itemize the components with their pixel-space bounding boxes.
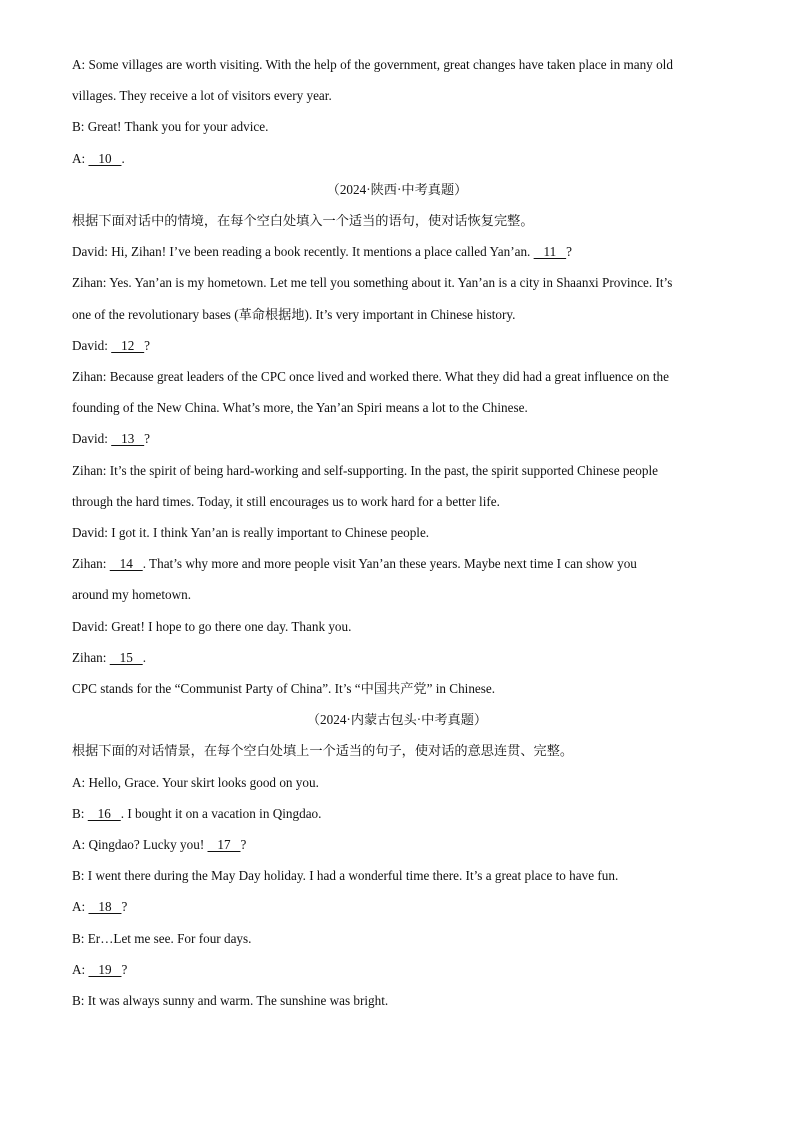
text-line bbox=[72, 400, 722, 416]
answer-blank: 14 bbox=[109, 556, 143, 572]
text-line bbox=[72, 244, 722, 260]
line-text: villages. They receive a lot of visitors every year. bbox=[72, 88, 332, 104]
answer-blank: 15 bbox=[109, 649, 143, 665]
answer-blank: 13 bbox=[111, 431, 145, 447]
line-text: around my hometown. bbox=[72, 587, 192, 603]
line-text: David: bbox=[72, 337, 112, 353]
text-line bbox=[72, 806, 722, 822]
line-text: CPC stands for the “Communist Party of China”. It’s “中国共产党” in Chinese. bbox=[72, 681, 496, 696]
text-line bbox=[72, 868, 722, 884]
line-text: （2024·陕西·中考真题） bbox=[326, 181, 468, 197]
line-text: A: Hello, Grace. Your skirt looks good on you. bbox=[72, 774, 319, 790]
line-text: David: Hi, Zihan! I’ve been reading a book recently. It mentions a place called Yan’an. bbox=[72, 244, 534, 260]
line-text: A: Some villages are worth visiting. With the help of the government, great changes have taken place in many old bbox=[72, 57, 673, 72]
text-line bbox=[72, 931, 722, 947]
text-line bbox=[72, 775, 722, 791]
text-line bbox=[72, 57, 722, 73]
line-text: . bbox=[121, 150, 125, 166]
line-text: B: It was always sunny and warm. The sunshine was bright. bbox=[72, 993, 389, 1008]
line-text: Zihan: Yes. Yan’an is my hometown. Let me tell you something about it. Yan’an is a city in Shaanxi Province. It’s bbox=[72, 275, 673, 291]
answer-blank: 19 bbox=[88, 961, 122, 977]
text-line bbox=[72, 463, 722, 479]
line-text: Zihan: bbox=[72, 649, 110, 665]
answer-blank: 16 bbox=[87, 805, 121, 821]
section-heading bbox=[0, 712, 794, 728]
line-text: ? bbox=[240, 837, 247, 852]
line-text: David: bbox=[72, 431, 112, 447]
line-text: . That’s why more and more people visit Yan’an these years. Maybe next time I can show you bbox=[142, 556, 637, 572]
text-line bbox=[72, 619, 722, 635]
answer-blank: 10 bbox=[88, 150, 122, 166]
line-text: Zihan: bbox=[72, 556, 110, 572]
text-line bbox=[72, 899, 722, 915]
text-line bbox=[72, 88, 722, 104]
answer-blank: 18 bbox=[88, 899, 122, 915]
text-line bbox=[72, 431, 722, 447]
line-text: David: I got it. I think Yan’an is really important to Chinese people. bbox=[72, 525, 430, 540]
answer-blank: 17 bbox=[207, 837, 241, 852]
text-line bbox=[72, 338, 722, 354]
text-line bbox=[72, 556, 722, 572]
line-text: . bbox=[142, 649, 146, 665]
line-text: （2024·内蒙古包头·中考真题） bbox=[306, 712, 488, 728]
line-text: . I bought it on a vacation in Qingdao. bbox=[120, 805, 322, 821]
line-text: 根据下面对话中的情境，在每个空白处填入一个适当的语句，使对话恢复完整。 bbox=[72, 213, 534, 228]
text-line bbox=[72, 494, 722, 510]
text-line bbox=[72, 525, 722, 541]
line-text: A: Qingdao? Lucky you! bbox=[72, 837, 208, 852]
line-text: A: bbox=[72, 150, 89, 166]
text-line bbox=[72, 151, 722, 167]
line-text: ? bbox=[121, 961, 128, 977]
line-text: ? bbox=[121, 899, 128, 915]
line-text: B: Great! Thank you for your advice. bbox=[72, 119, 269, 135]
text-line bbox=[72, 993, 722, 1009]
text-line bbox=[72, 213, 722, 229]
text-line bbox=[72, 119, 722, 135]
answer-blank: 11 bbox=[533, 244, 567, 260]
line-text: David: Great! I hope to go there one day. Thank you. bbox=[72, 618, 352, 634]
text-line bbox=[72, 369, 722, 385]
line-text: B: Er…Let me see. For four days. bbox=[72, 930, 252, 946]
text-line bbox=[72, 962, 722, 978]
line-text: ? bbox=[566, 244, 572, 260]
line-text: ? bbox=[144, 337, 151, 353]
line-text: through the hard times. Today, it still encourages us to work hard for a better life. bbox=[72, 493, 500, 509]
line-text: Zihan: Because great leaders of the CPC once lived and worked there. What they did had a great influence on the bbox=[72, 369, 670, 384]
line-text: 根据下面的对话情景，在每个空白处填上一个适当的句子，使对话的意思连贯、完整。 bbox=[72, 743, 574, 759]
answer-blank: 12 bbox=[111, 337, 145, 353]
text-line bbox=[72, 275, 722, 291]
line-text: A: bbox=[72, 899, 89, 915]
text-line bbox=[72, 587, 722, 603]
text-line bbox=[72, 650, 722, 666]
text-line bbox=[72, 307, 722, 323]
line-text: ? bbox=[144, 431, 151, 447]
text-line bbox=[72, 837, 722, 853]
line-text: one of the revolutionary bases (革命根据地). It’s very important in Chinese history. bbox=[72, 306, 516, 322]
line-text: founding of the New China. What’s more, the Yan’an Spiri means a lot to the Chinese. bbox=[72, 400, 528, 416]
line-text: B: I went there during the May Day holiday. I had a wonderful time there. It’s a great place to have fun. bbox=[72, 868, 619, 884]
text-line bbox=[72, 681, 722, 697]
line-text: B: bbox=[72, 805, 88, 821]
section-heading bbox=[0, 182, 794, 198]
text-line bbox=[72, 743, 722, 759]
line-text: Zihan: It’s the spirit of being hard-working and self-supporting. In the past, the spirit supported Chinese people bbox=[72, 462, 658, 478]
line-text: A: bbox=[72, 961, 89, 977]
